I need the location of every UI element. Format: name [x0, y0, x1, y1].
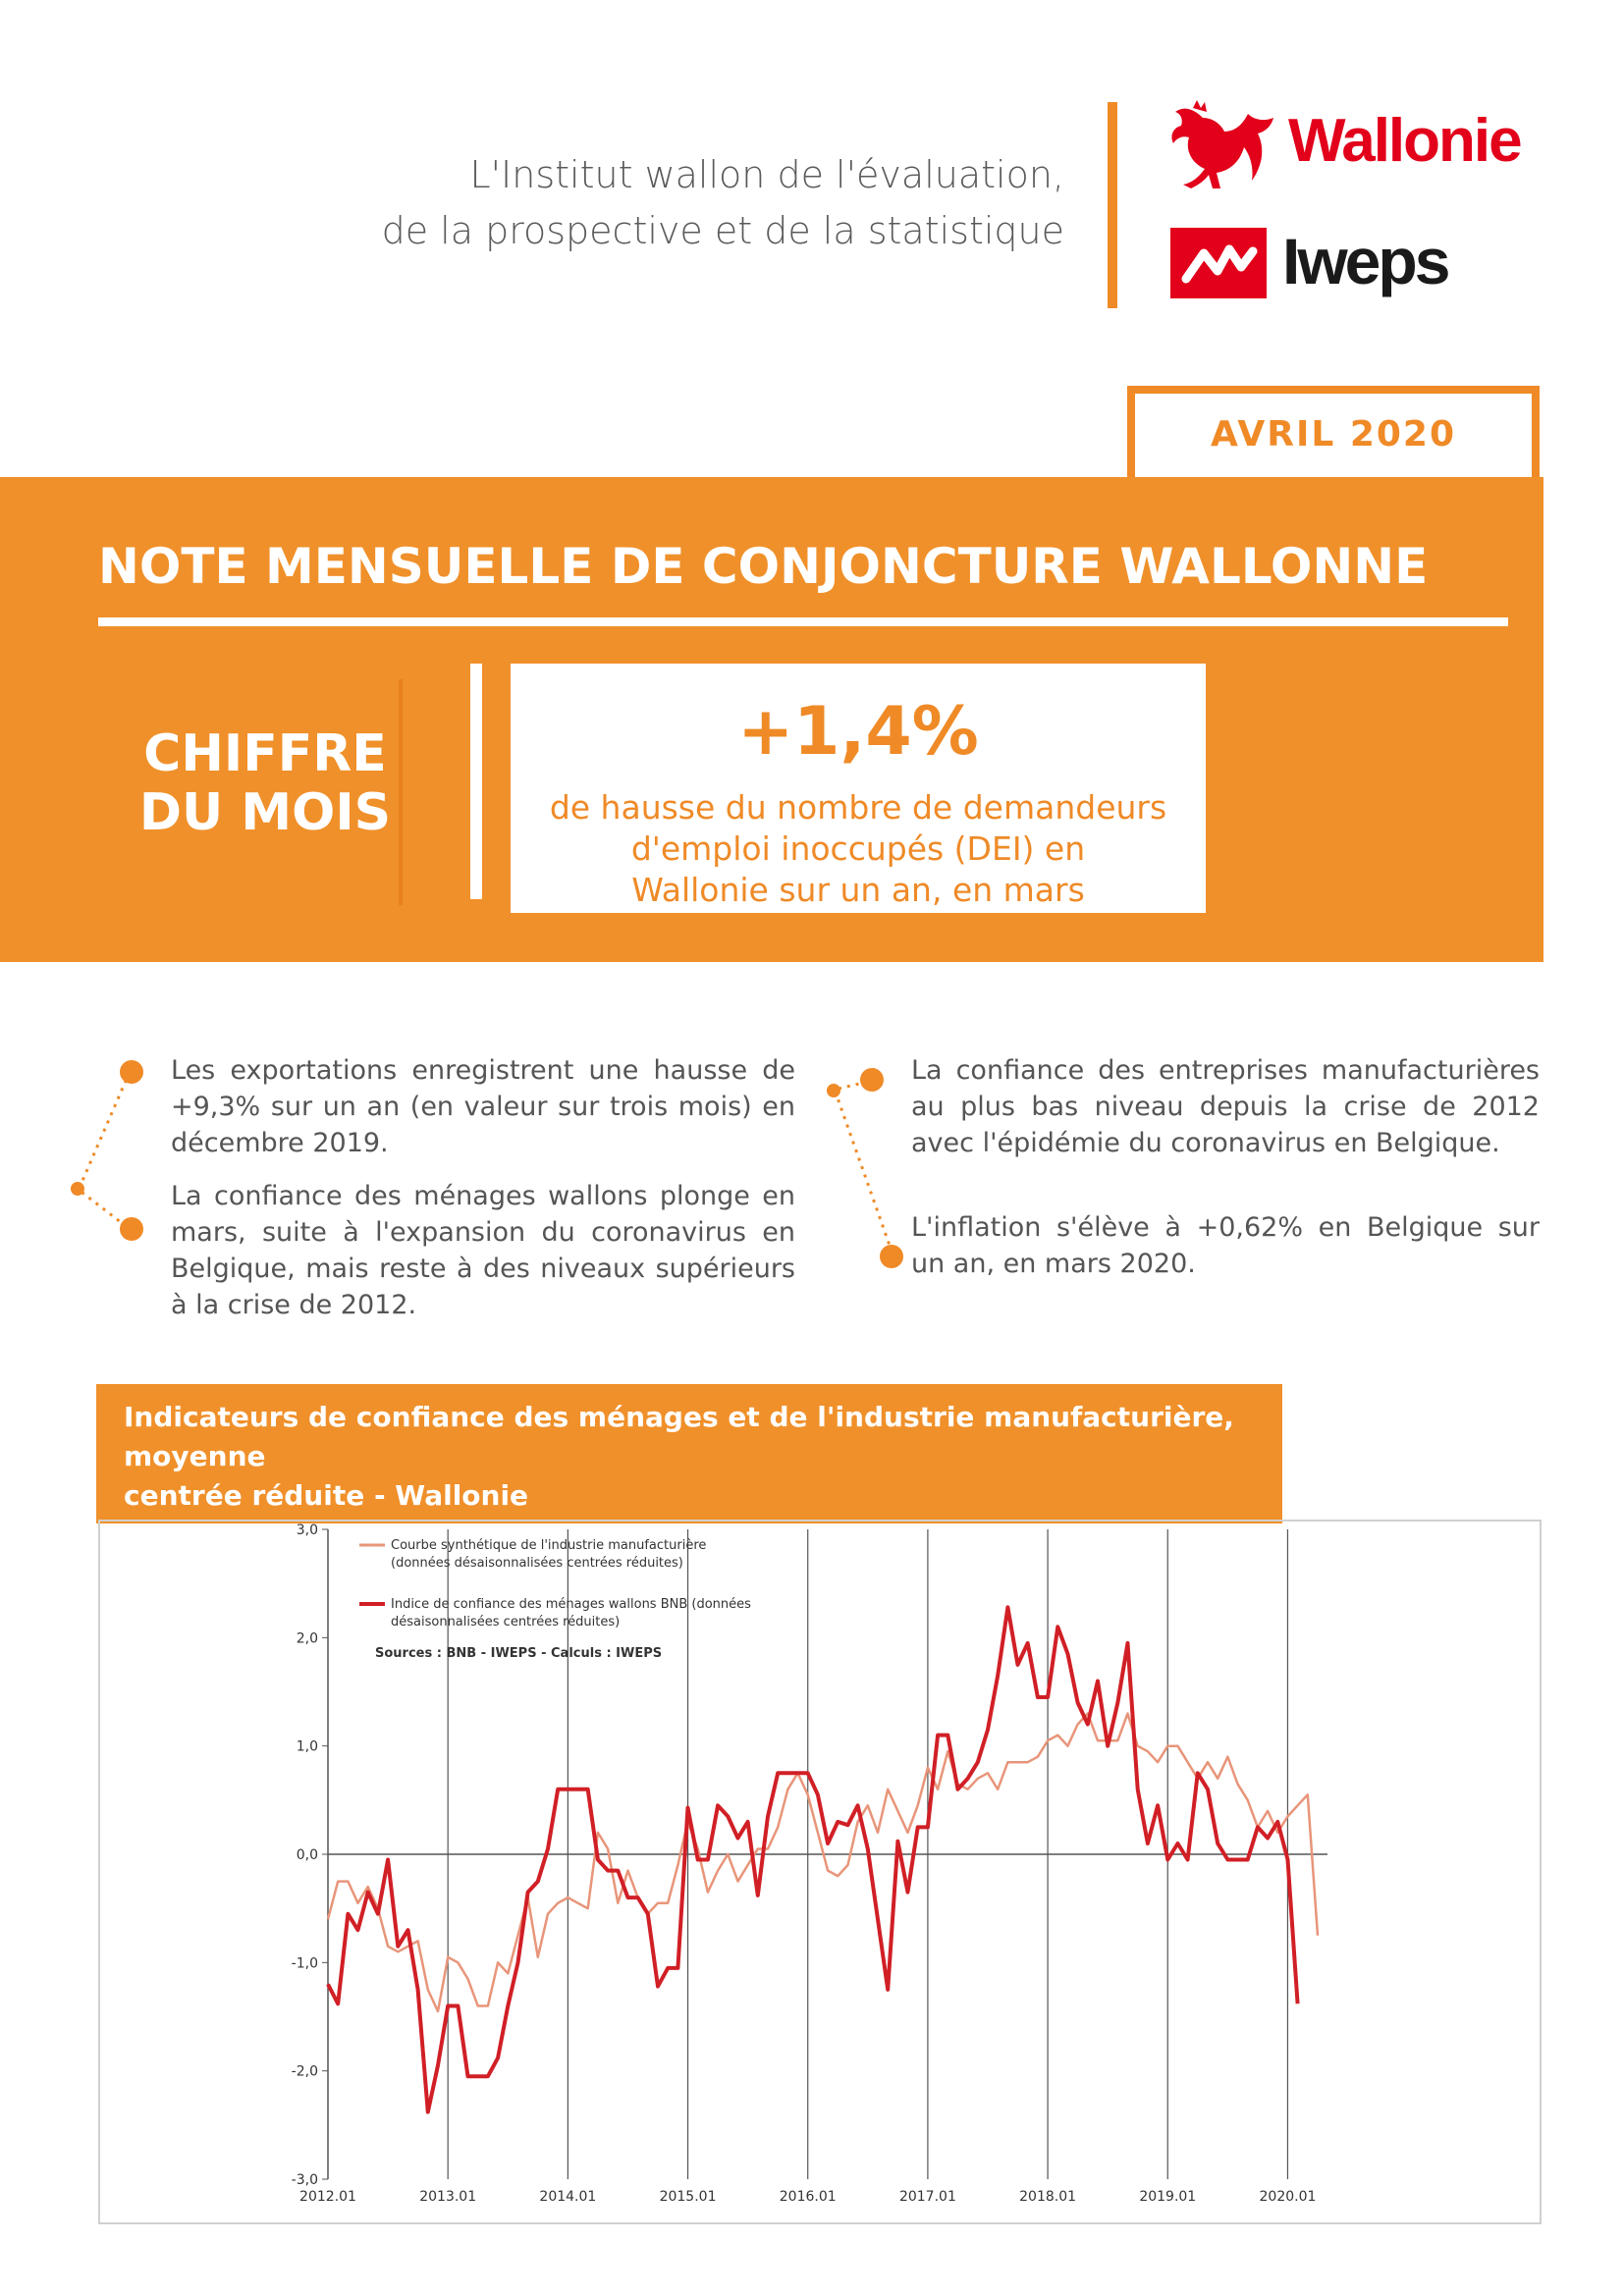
publication-date: AVRIL 2020	[1210, 414, 1457, 454]
industry-series-line	[328, 1714, 1318, 2011]
x-tick-label: 2014.01	[539, 2189, 597, 2205]
bullet-dot-2	[120, 1217, 143, 1241]
x-tick-label: 2019.01	[1139, 2189, 1197, 2205]
chiffre-separator-thin	[399, 679, 403, 905]
key-figure-description	[511, 787, 1206, 911]
y-tick-label: 2,0	[296, 1630, 318, 1647]
households-series-line	[328, 1607, 1298, 2111]
bullet-manufacturing-confidence: La confiance des entreprises manufacturières au plus bas niveau depuis la crise de 2012 avec l'épidémie du coronavirus en Belgique.	[911, 1055, 1540, 1158]
y-tick-label: 0,0	[296, 1847, 318, 1863]
bullet-dot-4	[880, 1245, 903, 1268]
key-figure-line-1: de hausse du nombre de demandeurs	[549, 788, 1167, 827]
key-figure-line-2: d'emploi inoccupés (DEI) en	[630, 829, 1086, 868]
chart-title-line-1: Indicateurs de confiance des ménages et de l'industrie manufacturière, moyenne	[124, 1401, 1234, 1472]
iweps-logo-icon	[1170, 228, 1267, 298]
y-tick-label: -1,0	[291, 1955, 318, 1972]
legend-industry-line-2: (données désaisonnalisées centrées réduites)	[391, 1556, 683, 1571]
x-tick-label: 2013.01	[419, 2189, 477, 2205]
x-tick-label: 2015.01	[659, 2189, 717, 2205]
institute-line-2: de la prospective et de la statistique	[381, 209, 1064, 252]
iweps-logo-text: Iweps	[1282, 225, 1448, 297]
institute-tagline	[295, 147, 1064, 259]
figure-of-month-label	[108, 724, 422, 842]
chart-title-line-2: centrée réduite - Wallonie	[124, 1479, 529, 1512]
key-figure-line-3: Wallonie sur un an, en mars	[631, 871, 1085, 909]
confidence-line-chart	[98, 1520, 1542, 2224]
bullet-dot-1	[120, 1060, 143, 1084]
legend-households-line-1: Indice de confiance des ménages wallons BNB (données	[391, 1597, 751, 1612]
bullet-connector-node-left	[71, 1182, 84, 1196]
y-tick-label: -3,0	[291, 2172, 318, 2188]
x-tick-label: 2020.01	[1259, 2189, 1317, 2205]
institute-line-1: L'Institut wallon de l'évaluation,	[469, 153, 1064, 196]
legend-households-line-2: désaisonnalisées centrées réduites)	[391, 1615, 621, 1629]
chiffre-separator	[470, 664, 482, 899]
title-underline	[98, 617, 1508, 626]
x-tick-label: 2018.01	[1019, 2189, 1077, 2205]
bullet-exports: Les exportations enregistrent une hausse de +9,3% sur un an (en valeur sur trois mois) en décembre 2019.	[171, 1055, 795, 1158]
bullet-inflation: L'inflation s'élève à +0,62% en Belgique sur un an, en mars 2020.	[911, 1212, 1540, 1279]
y-tick-label: 3,0	[296, 1522, 318, 1538]
chiffre-line-2: DU MOIS	[138, 783, 392, 842]
header-divider	[1108, 102, 1117, 308]
x-tick-label: 2016.01	[779, 2189, 837, 2205]
y-tick-label: 1,0	[296, 1738, 318, 1755]
wallonie-logo-text: Wallonie	[1288, 107, 1521, 175]
bullet-dot-3	[860, 1068, 884, 1092]
bullet-connector-node-right	[827, 1084, 840, 1097]
chart-title	[124, 1398, 1263, 1516]
chart-sources: Sources : BNB - IWEPS - Calculs : IWEPS	[375, 1646, 663, 1661]
bullet-household-confidence: La confiance des ménages wallons plonge en mars, suite à l'expansion du coronavirus en Belgique, mais reste à des niveaux supérieurs à la crise de 2012.	[171, 1181, 795, 1320]
y-tick-label: -2,0	[291, 2063, 318, 2080]
key-figure-value: +1,4%	[737, 693, 979, 771]
page-title: NOTE MENSUELLE DE CONJONCTURE WALLONNE	[98, 538, 1429, 595]
x-tick-label: 2017.01	[898, 2189, 956, 2205]
bullet-connector-left	[59, 1060, 147, 1237]
chiffre-line-1: CHIFFRE	[143, 724, 387, 783]
x-tick-label: 2012.01	[299, 2189, 356, 2205]
legend-industry-line-1: Courbe synthétique de l'industrie manufacturière	[391, 1538, 707, 1553]
